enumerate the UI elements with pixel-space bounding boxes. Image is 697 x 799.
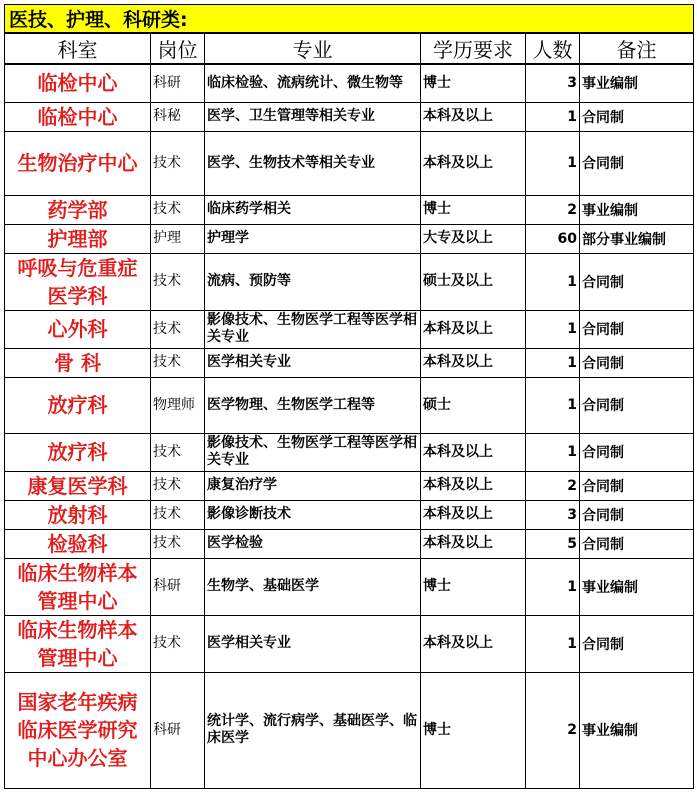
note-cell: 合同制 xyxy=(580,253,694,310)
dept-cell: 呼吸与危重症医学科 xyxy=(5,253,151,310)
note-cell: 部分事业编制 xyxy=(580,224,694,253)
education-cell: 本科及以上 xyxy=(421,102,526,131)
major-cell: 统计学、流行病学、基础医学、临床医学 xyxy=(205,672,421,788)
dept-cell: 临床生物样本管理中心 xyxy=(5,558,151,615)
count-cell: 2 xyxy=(526,195,580,224)
count-cell: 1 xyxy=(526,615,580,672)
table-title: 医技、护理、科研类: xyxy=(5,5,694,34)
table-row xyxy=(5,471,694,500)
major-cell: 护理学 xyxy=(205,224,421,253)
position-cell: 技术 xyxy=(151,615,205,672)
dept-cell: 药学部 xyxy=(5,195,151,224)
major-cell: 临床检验、流病统计、微生物等 xyxy=(205,64,421,102)
major-cell: 医学相关专业 xyxy=(205,615,421,672)
education-cell: 本科及以上 xyxy=(421,471,526,500)
note-cell: 事业编制 xyxy=(580,195,694,224)
education-cell: 大专及以上 xyxy=(421,224,526,253)
dept-cell: 心外科 xyxy=(5,310,151,348)
table-row xyxy=(5,131,694,195)
major-cell: 流病、预防等 xyxy=(205,253,421,310)
recruitment-table-container xyxy=(4,4,693,789)
table-row xyxy=(5,310,694,348)
education-cell: 硕士 xyxy=(421,377,526,433)
table-row xyxy=(5,195,694,224)
dept-cell: 检验科 xyxy=(5,529,151,558)
education-cell: 本科及以上 xyxy=(421,310,526,348)
note-cell: 事业编制 xyxy=(580,64,694,102)
count-cell: 3 xyxy=(526,64,580,102)
note-cell: 事业编制 xyxy=(580,558,694,615)
header-position: 岗位 xyxy=(151,33,205,64)
dept-cell: 骨 科 xyxy=(5,348,151,377)
note-cell: 合同制 xyxy=(580,615,694,672)
count-cell: 1 xyxy=(526,102,580,131)
note-cell: 合同制 xyxy=(580,529,694,558)
count-cell: 60 xyxy=(526,224,580,253)
education-cell: 本科及以上 xyxy=(421,529,526,558)
position-cell: 科研 xyxy=(151,64,205,102)
position-cell: 护理 xyxy=(151,224,205,253)
count-cell: 2 xyxy=(526,471,580,500)
table-row xyxy=(5,253,694,310)
position-cell: 科秘 xyxy=(151,102,205,131)
note-cell: 合同制 xyxy=(580,377,694,433)
dept-cell: 国家老年疾病临床医学研究中心办公室 xyxy=(5,672,151,788)
table-row xyxy=(5,433,694,471)
education-cell: 博士 xyxy=(421,195,526,224)
education-cell: 本科及以上 xyxy=(421,348,526,377)
table-row xyxy=(5,529,694,558)
header-count: 人数 xyxy=(526,33,580,64)
education-cell: 硕士及以上 xyxy=(421,253,526,310)
dept-cell: 护理部 xyxy=(5,224,151,253)
position-cell: 技术 xyxy=(151,348,205,377)
position-cell: 物理师 xyxy=(151,377,205,433)
table-row xyxy=(5,348,694,377)
header-row xyxy=(5,33,694,64)
major-cell: 影像诊断技术 xyxy=(205,500,421,529)
table-row xyxy=(5,224,694,253)
position-cell: 科研 xyxy=(151,672,205,788)
note-cell: 合同制 xyxy=(580,348,694,377)
education-cell: 本科及以上 xyxy=(421,500,526,529)
dept-cell: 生物治疗中心 xyxy=(5,131,151,195)
count-cell: 1 xyxy=(526,310,580,348)
note-cell: 合同制 xyxy=(580,471,694,500)
note-cell: 合同制 xyxy=(580,131,694,195)
dept-cell: 放疗科 xyxy=(5,433,151,471)
count-cell: 3 xyxy=(526,500,580,529)
count-cell: 1 xyxy=(526,558,580,615)
major-cell: 医学、卫生管理等相关专业 xyxy=(205,102,421,131)
major-cell: 医学、生物技术等相关专业 xyxy=(205,131,421,195)
header-dept: 科室 xyxy=(5,33,151,64)
note-cell: 合同制 xyxy=(580,500,694,529)
dept-cell: 临床生物样本管理中心 xyxy=(5,615,151,672)
education-cell: 本科及以上 xyxy=(421,131,526,195)
major-cell: 康复治疗学 xyxy=(205,471,421,500)
dept-cell: 放射科 xyxy=(5,500,151,529)
table-row xyxy=(5,615,694,672)
table-row xyxy=(5,102,694,131)
count-cell: 1 xyxy=(526,131,580,195)
education-cell: 博士 xyxy=(421,558,526,615)
count-cell: 1 xyxy=(526,433,580,471)
dept-cell: 临检中心 xyxy=(5,102,151,131)
count-cell: 2 xyxy=(526,672,580,788)
education-cell: 博士 xyxy=(421,672,526,788)
dept-cell: 临检中心 xyxy=(5,64,151,102)
position-cell: 技术 xyxy=(151,471,205,500)
major-cell: 临床药学相关 xyxy=(205,195,421,224)
count-cell: 1 xyxy=(526,377,580,433)
education-cell: 本科及以上 xyxy=(421,433,526,471)
education-cell: 博士 xyxy=(421,64,526,102)
major-cell: 影像技术、生物医学工程等医学相关专业 xyxy=(205,310,421,348)
note-cell: 合同制 xyxy=(580,102,694,131)
table-row xyxy=(5,377,694,433)
table-row xyxy=(5,500,694,529)
note-cell: 合同制 xyxy=(580,310,694,348)
position-cell: 技术 xyxy=(151,195,205,224)
position-cell: 技术 xyxy=(151,253,205,310)
table-row xyxy=(5,558,694,615)
header-education: 学历要求 xyxy=(421,33,526,64)
position-cell: 技术 xyxy=(151,500,205,529)
dept-cell: 放疗科 xyxy=(5,377,151,433)
note-cell: 合同制 xyxy=(580,433,694,471)
table-row xyxy=(5,64,694,102)
position-cell: 技术 xyxy=(151,433,205,471)
major-cell: 影像技术、生物医学工程等医学相关专业 xyxy=(205,433,421,471)
note-cell: 事业编制 xyxy=(580,672,694,788)
education-cell: 本科及以上 xyxy=(421,615,526,672)
recruitment-table xyxy=(4,4,694,789)
major-cell: 生物学、基础医学 xyxy=(205,558,421,615)
count-cell: 1 xyxy=(526,348,580,377)
major-cell: 医学物理、生物医学工程等 xyxy=(205,377,421,433)
position-cell: 科研 xyxy=(151,558,205,615)
header-note: 备注 xyxy=(580,33,694,64)
count-cell: 5 xyxy=(526,529,580,558)
header-major: 专业 xyxy=(205,33,421,64)
major-cell: 医学相关专业 xyxy=(205,348,421,377)
dept-cell: 康复医学科 xyxy=(5,471,151,500)
position-cell: 技术 xyxy=(151,131,205,195)
position-cell: 技术 xyxy=(151,529,205,558)
table-row xyxy=(5,672,694,788)
count-cell: 1 xyxy=(526,253,580,310)
position-cell: 技术 xyxy=(151,310,205,348)
major-cell: 医学检验 xyxy=(205,529,421,558)
